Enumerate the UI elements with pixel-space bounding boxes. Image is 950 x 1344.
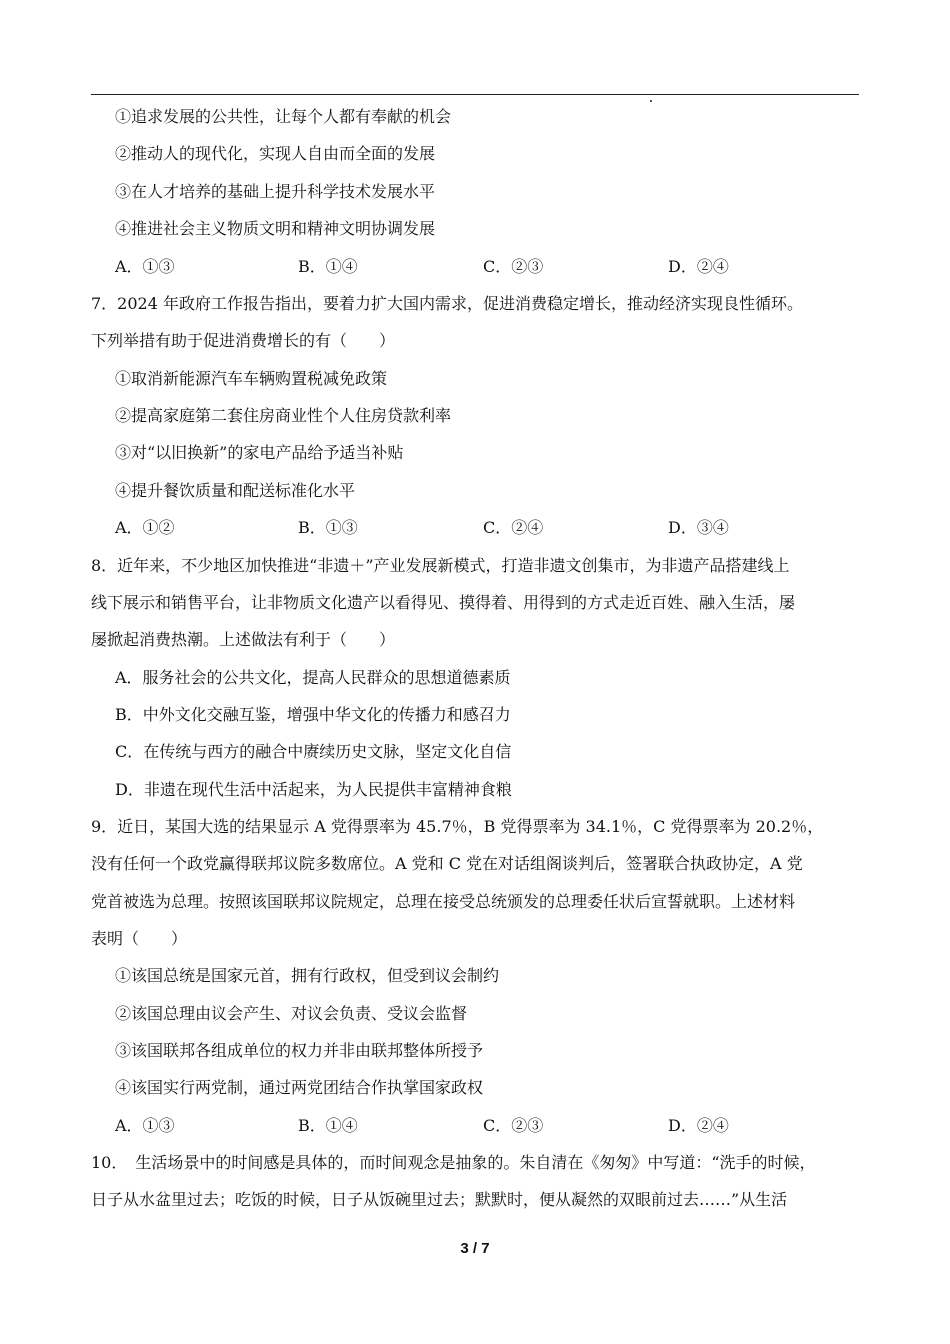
q9-option-1: ①该国总统是国家元首，拥有行政权，但受到议会制约 [115,966,500,985]
q7-choice-b: B．①③ [298,518,358,537]
q9-stem-line-2: 没有任何一个政党赢得联邦议院多数席位。A 党和 C 党在对话组阁谈判后，签署联合执政协定，A 党 [91,854,803,873]
q7-option-4: ④提升餐饮质量和配送标准化水平 [115,481,356,500]
page-number: 3 / 7 [460,1240,490,1257]
q6-option-1: ①追求发展的公共性，让每个人都有奉献的机会 [115,107,452,126]
q9-choice-b: B．①④ [298,1116,358,1135]
q9-choice-d: D．②④ [668,1116,729,1135]
q9-choice-a: A．①③ [115,1116,175,1135]
q7-stem-line-2: 下列举措有助于促进消费增长的有（ ） [91,331,396,350]
q6-choice-d: D．②④ [668,257,729,276]
q9-stem-line-1: 9．近日，某国大选的结果显示 A 党得票率为 45.7％，B 党得票率为 34.1％，C 党得票率为 20.2％， [91,817,824,836]
q7-choice-c: C．②④ [483,518,544,537]
q7-option-1: ①取消新能源汽车车辆购置税减免政策 [115,369,388,388]
q6-option-2: ②推动人的现代化，实现人自由而全面的发展 [115,144,436,163]
q9-choices [115,1115,775,1137]
q7-option-3: ③对“以旧换新”的家电产品给予适当补贴 [115,443,404,462]
header-rule [91,94,859,95]
q6-choice-b: B．①④ [298,257,358,276]
q9-option-3: ③该国联邦各组成单位的权力并非由联邦整体所授予 [115,1041,484,1060]
q6-choices [115,256,775,278]
q9-choice-c: C．②③ [483,1116,544,1135]
q8-stem-line-1: 8．近年来，不少地区加快推进“非遗＋”产业发展新模式，打造非遗文创集市，为非遗产品搭建线上 [91,556,790,575]
q6-option-4: ④推进社会主义物质文明和精神文明协调发展 [115,219,436,238]
q8-choice-b: B．中外文化交融互鉴，增强中华文化的传播力和感召力 [115,705,511,724]
q6-choice-c: C．②③ [483,257,544,276]
q8-choice-d: D．非遗在现代生活中活起来，为人民提供丰富精神食粮 [115,780,512,799]
q7-option-2: ②提高家庭第二套住房商业性个人住房贷款利率 [115,406,452,425]
q9-stem-line-3: 党首被选为总理。按照该国联邦议院规定，总理在接受总统颁发的总理委任状后宣誓就职。上述材料 [91,892,796,911]
q8-choice-c: C．在传统与西方的融合中赓续历史文脉，坚定文化自信 [115,742,512,761]
q6-choice-a: A．①③ [115,257,175,276]
scan-speck [650,100,652,102]
q8-choice-a: A．服务社会的公共文化，提高人民群众的思想道德素质 [115,668,511,687]
q10-stem-line-1: 10． 生活场景中的时间感是具体的，而时间观念是抽象的。朱自清在《匆匆》中写道：“洗手的时候， [91,1153,816,1172]
q10-stem-line-2: 日子从水盆里过去；吃饭的时候，日子从饭碗里过去；默默时，便从凝然的双眼前过去……”从生活 [91,1190,788,1209]
q7-choice-d: D．③④ [668,518,729,537]
q9-stem-line-4: 表明（ ） [91,929,188,948]
q6-option-3: ③在人才培养的基础上提升科学技术发展水平 [115,182,436,201]
q7-stem-line-1: 7．2024 年政府工作报告指出，要着力扩大国内需求，促进消费稳定增长，推动经济实现良性循环。 [91,294,803,313]
q7-choices [115,517,775,539]
q9-option-4: ④该国实行两党制，通过两党团结合作执掌国家政权 [115,1078,484,1097]
q9-option-2: ②该国总理由议会产生、对议会负责、受议会监督 [115,1004,468,1023]
q8-stem-line-3: 屡掀起消费热潮。上述做法有利于（ ） [91,630,396,649]
q7-choice-a: A．①② [115,518,175,537]
q8-stem-line-2: 线下展示和销售平台，让非物质文化遗产以看得见、摸得着、用得到的方式走近百姓、融入生活，屡 [91,593,796,612]
